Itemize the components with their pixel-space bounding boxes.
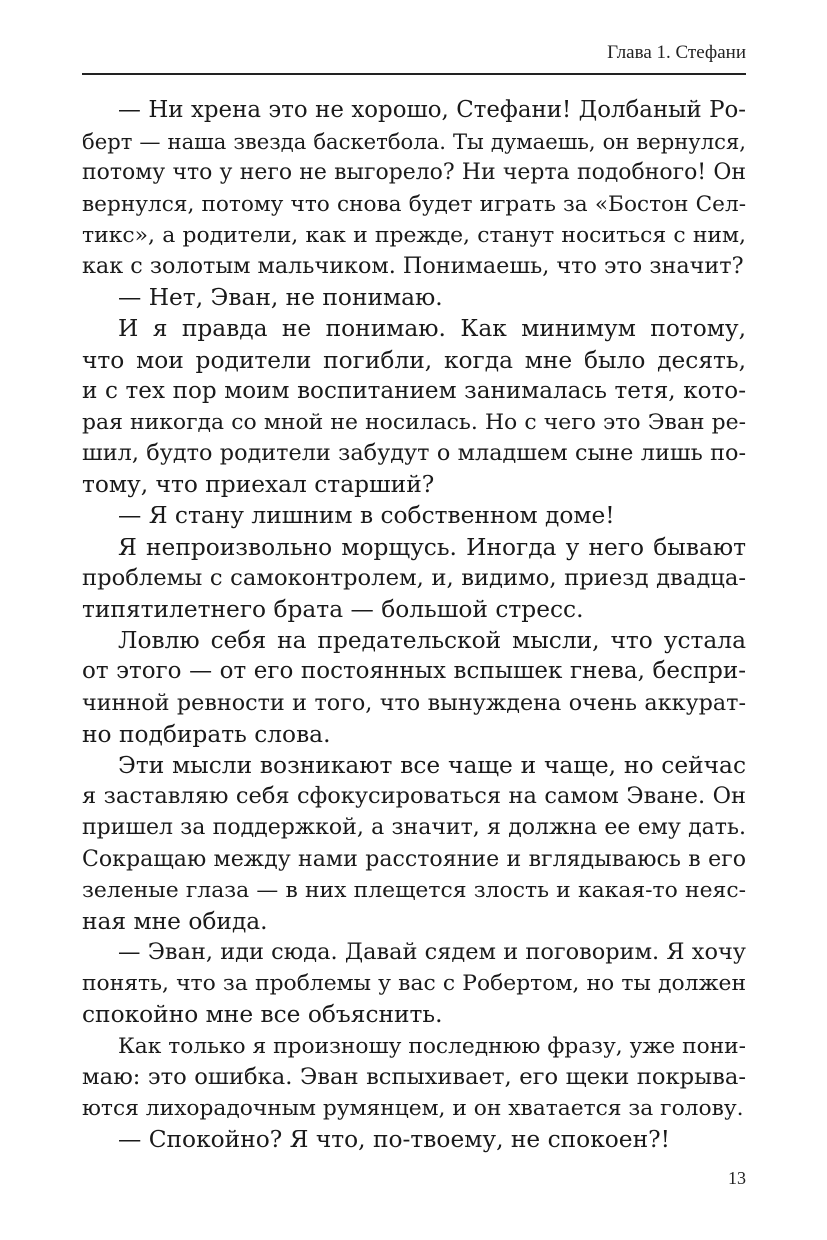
text-line: потому что у него не выгорело? Ни черта подобного! Он [82, 160, 746, 186]
paragraph [82, 625, 746, 750]
text-line: чинной ревности и того, что вынуждена очень аккурат- [82, 689, 746, 716]
text-line: Эти мысли возникают все чаще и чаще, но сейчас [118, 751, 746, 779]
text-line: и с тех пор моим воспитанием занималась тетя, кото- [82, 377, 746, 404]
text-line: рая никогда со мной не носилась. Но с чего это Эван ре- [82, 409, 746, 435]
text-line: — Эван, иди сюда. Давай сядем и поговорим. Я хочу [118, 939, 746, 966]
text-line: И я правда не понимаю. Как минимум потому, [118, 315, 746, 343]
paragraph [82, 1124, 746, 1155]
paragraph [82, 95, 746, 282]
text-line: пришел за поддержкой, а значит, я должна ее ему дать. [82, 815, 746, 841]
page-body [82, 95, 746, 1155]
text-line: Сокращаю между нами расстояние и вглядываюсь в его [82, 845, 746, 872]
text-line: от этого — от его постоянных вспышек гнева, беспри- [82, 658, 746, 685]
paragraph [82, 532, 746, 626]
text-line: Как только я произношу последнюю фразу, уже пони- [118, 1033, 746, 1059]
text-line: спокойно мне все объяснить. [82, 1001, 443, 1029]
text-line: берт — наша звезда баскетбола. Ты думаешь, он вернулся, [82, 129, 746, 155]
text-line: понять, что за проблемы у вас с Робертом, но ты должен [82, 971, 746, 997]
header-rule [82, 73, 746, 75]
text-line: — Спокойно? Я что, по-твоему, не спокоен?! [118, 1126, 670, 1154]
text-line: ная мне обида. [82, 907, 268, 935]
text-line: шил, будто родители забудут о младшем сыне лишь по- [82, 440, 746, 467]
text-line: тому, что приехал старший? [82, 471, 435, 499]
text-line: — Ни хрена это не хорошо, Стефани! Долбаный Ро- [118, 97, 746, 123]
paragraph [82, 937, 746, 1031]
paragraph [82, 500, 746, 531]
page-number: 13 [728, 1168, 746, 1188]
text-line: — Я стану лишним в собственном доме! [118, 502, 615, 530]
text-line: типятилетнего брата — большой стресс. [82, 596, 584, 623]
text-line: вернулся, потому что снова будет играть за «Бостон Сел- [82, 191, 746, 217]
text-line: — Нет, Эван, не понимаю. [118, 284, 443, 312]
text-line: Я непроизвольно морщусь. Иногда у него бывают [118, 533, 746, 561]
paragraph [82, 313, 746, 500]
text-line: я заставляю себя сфокусироваться на самом Эване. Он [82, 783, 746, 810]
paragraph [82, 750, 746, 937]
text-line: как с золотым мальчиком. Понимаешь, что это значит? [82, 252, 744, 279]
text-line: но подбирать слова. [82, 720, 331, 748]
text-line: маю: это ошибка. Эван вспыхивает, его щеки покрыва- [82, 1063, 746, 1090]
text-line: что мои родители погибли, когда мне было десять, [82, 346, 746, 374]
paragraph [82, 1031, 746, 1125]
paragraph [82, 282, 746, 313]
text-line: тикс», а родители, как и прежде, станут носиться с ним, [82, 222, 746, 248]
text-line: Ловлю себя на предательской мысли, что устала [118, 627, 746, 655]
text-line: ются лихорадочным румянцем, и он хватается за голову. [82, 1096, 744, 1121]
text-line: зеленые глаза — в них плещется злость и какая-то неяс- [82, 877, 746, 903]
text-line: проблемы с самоконтролем, и, видимо, приезд двадца- [82, 564, 746, 591]
running-header: Глава 1. Стефани [607, 42, 746, 63]
